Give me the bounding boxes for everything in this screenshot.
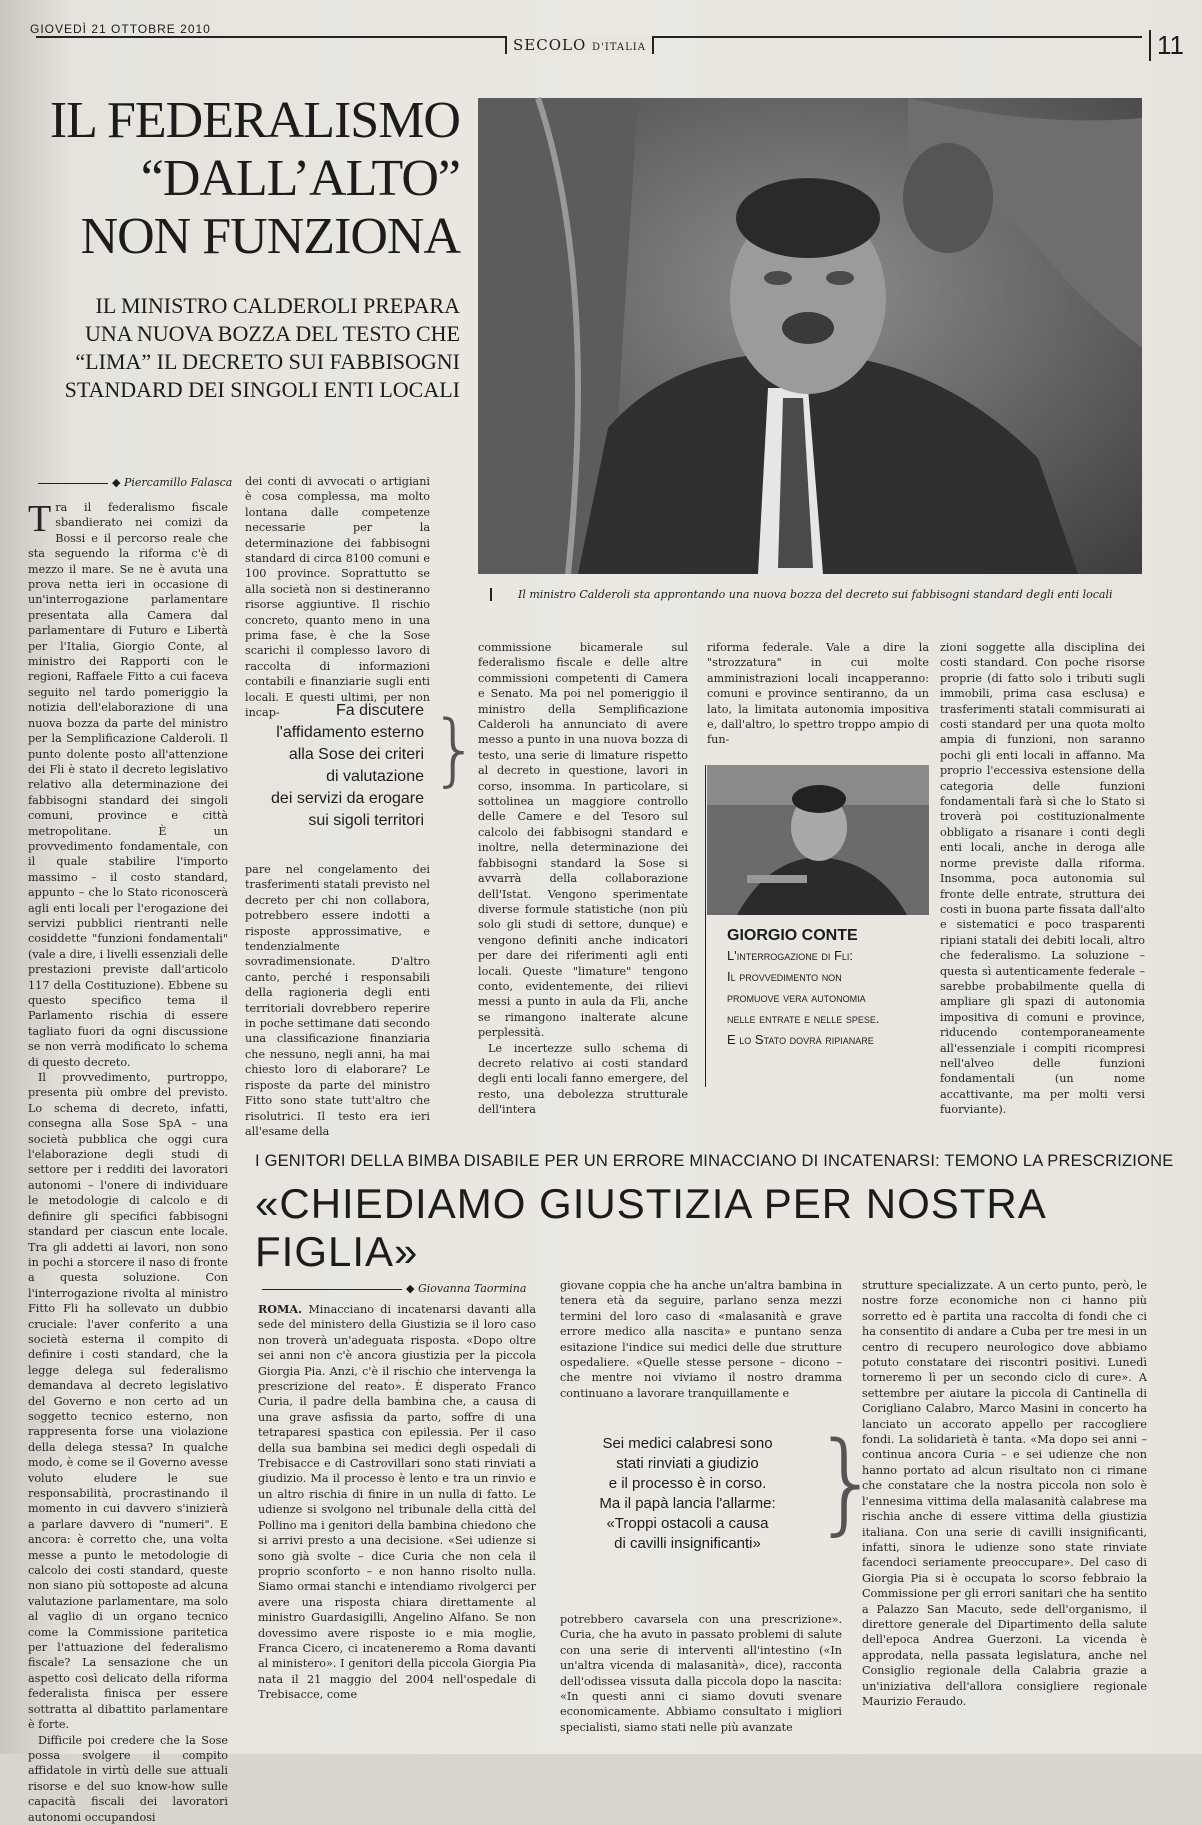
article-text: zioni soggette alla disciplina dei costi standard. Con poche risorse proprie (di fatto solo i tributi sugli immobili, prima casa esclusa) e trasferimenti statali commisurati ai costi standard per una quota molto ampia di funzioni, non saranno pochi gli enti locali in affanno. Ma proprio l'eccessiva estensione della categoria delle funzioni fondamentali farà sì che lo Stato si troverà poi costituzionalmente obbligato a risanare i conti degli enti locali, anche in deroga alle norme previste dalla riforma. Insomma, poca autonomia sul fronte delle entrate, struttura dei costi in buona parte fissata dall'alto e sistematici e poco trasparenti ripiani statali dei debiti locali, altro che federalismo. La soluzione – questa sì autenticamente federale – sarebbe probabilmente quella di ampliare gli spazi di autonomia impositiva di comuni e province, riducendo contemporaneamente all'essenziale i compiti ricompresi nell'alveo delle funzioni fondamentali (un nome accattivante, ma per molti versi fuorviante). bbox=[940, 641, 1145, 1117]
header-date: GIOVEDÌ 21 OTTOBRE 2010 bbox=[30, 22, 211, 36]
byline-author: Giovanna Taormina bbox=[417, 1282, 527, 1295]
main-photo bbox=[478, 98, 1142, 574]
sidebar-line: L'interrogazione di Fli: bbox=[727, 948, 853, 963]
pull-quote bbox=[240, 700, 424, 832]
article-text: giovane coppia che ha anche un'altra bambina in tenera età da seguire, parlano senza mezzi termini del loro caso di «malasanità e grave errore medico alla nascita» e puntano senza esitazione l'indice sui medici delle due strutture ospedaliere. «Quelle stesse persone – dicono – che mentre noi viviamo il nostro dramma continuano a lavorare tranquillamente e bbox=[560, 1279, 842, 1400]
article2-title: «CHIEDIAMO GIUSTIZIA PER NOSTRA FIGLIA» bbox=[255, 1180, 1045, 1275]
article-byline: ◆ Piercamillo Falasca bbox=[38, 476, 232, 489]
article-text: ra il federalismo fiscale sbandierato nei comizi da Bossi e il percorso reale che sta seguendo la riforma c'è di mezzo il mare. Se ne è avuta una prova netta ieri in occasione di un'interrogazione parlamentare presentata alla Camera dal parlamentare di Futuro e Libertà per l'Italia, Giorgio Conte, al ministro dei Rapporti con le regioni, Raffaele Fitto a cui faceva seguito nel tardo pomeriggio la notizia dell'elaborazione di una nuova bozza da parte del ministro per la Semplificazione Calderoli. Il punto dolente posto all'attenzione dei Fli è stato il decreto legislativo relativo alla determinazione dei fabbisogni standard dei singoli comuni, province e città metropolitane. È un provvedimento fondamentale, con il quale stabilire l'importo massimo – il costo standard, appunto – che lo Stato riconoscerà agli enti locali per l'erogazione dei servizi pubblici rientranti nelle cosiddette "funzioni fondamentali" (vale a dire, i livelli essenziali delle prestazioni previste dall'articolo 117 della Costituzione). Ebbene su questo specifico tema il Parlamento rischia di essere tagliato fuori da ogni discussione se non verrà modificato lo schema di questo decreto. bbox=[28, 501, 228, 1069]
masthead-suffix: D'ITALIA bbox=[592, 42, 646, 53]
article2-column bbox=[258, 1302, 536, 1738]
subhead-line: UNA NUOVA BOZZA DEL TESTO CHE bbox=[84, 321, 460, 346]
article-column bbox=[245, 862, 430, 1138]
byline-author: Piercamillo Falasca bbox=[123, 476, 233, 489]
article2-pull-quote bbox=[560, 1434, 815, 1554]
photo-caption: Il ministro Calderoli sta approntando una nuova bozza del decreto sui fabbisogni standard degli enti locali bbox=[490, 588, 1168, 601]
pull-quote-line: l'affidamento esterno bbox=[276, 724, 424, 741]
article-text: Il provvedimento, purtroppo, presenta più ombre del previsto. Lo schema di decreto, infatti, consegna alla Sose SpA – una società pubblica che oggi cura l'elaborazione degli studi di settore per i redditi dei lavoratori autonomi – l'onere di individuare le metodologie di calcolo e di definire gli specifici fabbisogni standard per ciascun ente locale. Tra gli addetti ai lavori, non sono in pochi a storcere il naso di fronte a questa soluzione. Con l'interrogazione rivolta al ministro Fitto Fli ha sollevato un dubbio cruciale: l'aver conferito a una società esterna il compito di definire i costi standard, che la legge delega sul federalismo demandava al decreto legislativo del Governo e non certo ad un soggetto tecnico esterno, non rappresenta forse una violazione della delega stessa? In qualche modo, è come se il Governo avesse voluto eludere le sue responsabilità, procrastinando il momento in cui davvero s'inizierà a parlare davvero di "numeri". E ancora: è corretto che, una volta messe a punto le metodologie di calcolo dei costi standard, queste non siano più sottoposte ad alcuna valutazione parlamentare, ma solo al vaglio di un organo tecnico come la Commissione paritetica per l'attuazione del federalismo fiscale? La sensazione che un aspetto così delicato della riforma federalista finisca per essere sottratta al dibattito parlamentare è forte. bbox=[28, 1071, 228, 1732]
article2-kicker: I GENITORI DELLA BIMBA DISABILE PER UN ERRORE MINACCIANO DI INCATENARSI: TEMONO LA PRESCRIZIONE bbox=[255, 1152, 1174, 1170]
sidebar-line: nelle entrate e nelle spese. bbox=[727, 1011, 880, 1026]
pull-quote-line: alla Sose dei criteri bbox=[288, 746, 424, 763]
sidebar-text bbox=[727, 945, 929, 1050]
conte-photo-illustration bbox=[707, 765, 929, 915]
page-number: 11 bbox=[1149, 30, 1184, 61]
pull-quote-line: e il processo è in corso. bbox=[608, 1475, 767, 1492]
subhead-line: STANDARD DEI SINGOLI ENTI LOCALI bbox=[64, 377, 460, 402]
pull-quote-line: Sei medici calabresi sono bbox=[602, 1435, 773, 1452]
article-text: Le incertezze sullo schema di decreto relativo ai costi standard degli enti locali fanno emergere, del resto, una debolezza strutturale dell'intera bbox=[478, 1041, 688, 1117]
pull-quote-line: dei servizi da erogare bbox=[271, 790, 424, 807]
pull-quote-line: «Troppi ostacoli a causa bbox=[606, 1515, 769, 1532]
pull-quote-line: di valutazione bbox=[326, 768, 424, 785]
byline-rule bbox=[38, 483, 108, 484]
article-text: Minacciano di incatenarsi davanti alla sede del ministero della Giustizia se il loro caso non troverà un'adeguata risposta. «Dopo oltre sei anni non c'è ancora giustizia per la piccola Giorgia Pia. Anzi, c'è il rischio che intervenga la prescrizione del reato». È disperato Franco Curia, il padre della bambina che, a causa di una grave asfissia da parto, soffre di una tetraparesi spastica con epilessia. Per il caso della sua bambina sei medici degli ospedali di Trebisacce e di Castrovillari sono stati rinviati a giudizio. Ma il processo è lento e tra un rinvio e un altro rischia di finire in un nulla di fatto. Le udienze si svolgono nel tribunale della città del Pollino ma i genitori della bambina chiedono che si arrivi presto a una decisione. «Sei udienze si sono già svolte – dice Curia che non cela il proprio sconforto – e non hanno risolto nulla. Siamo ormai stanchi e intendiamo rivolgerci per avere una risposta chiara direttamente al ministro Guardasigilli, Angelino Alfano. Se non dovessimo avere risposte io e mia moglie, Franca Cicero, ci incateneremo a Roma davanti al ministero». I genitori della piccola Giorgia Pia nata il 21 maggio del 2004 nell'ospedale di Trebisacce, come bbox=[258, 1303, 536, 1702]
article-text: Difficile poi credere che la Sose possa svolgere il compito affidatole in virtù delle sue attuali risorse e del suo know-how sulle capacità fiscali dei lavoratori autonomi occupandosi bbox=[28, 1733, 228, 1824]
conte-photo bbox=[707, 765, 929, 915]
pull-quote-line: sui sigoli territori bbox=[308, 812, 424, 829]
masthead-name: SECOLO bbox=[513, 36, 587, 54]
subhead-line: IL MINISTRO CALDEROLI PREPARA bbox=[95, 293, 460, 318]
article2-column bbox=[560, 1278, 842, 1408]
sidebar-line: E lo Stato dovrà ripianare bbox=[727, 1032, 874, 1047]
subhead-line: “LIMA” IL DECRETO SUI FABBISOGNI bbox=[75, 349, 460, 374]
pull-quote-brace: } bbox=[812, 1418, 882, 1546]
article-column bbox=[707, 640, 929, 755]
article-text: strutture specializzate. A un certo punto, però, le nostre forze economiche non ci hanno più sorretto ed è partita una raccolta di fondi che ci ha consentito di andare a Cuba per tre mesi in un centro di recupero neurologico dove abbiamo potuto constatare dei riscontri positivi. Lunedì torneremo lì per un secondo ciclo di cure». A settembre per aiutare la piccola di Cantinella di Corigliano Calabro, Marco Masini in concerto ha lanciato un accorato appello per raccogliere fondi. La solidarietà è tanta. «Ma dopo sei anni – continua ancora Curia – e sei udienze che non hanno portato ad alcun risultato non ci rimane che constatare che la nostra piccola non solo è l'ennesima vittima della malasanità calabrese ma rischia anche di essere vittima della giustizia italiana. Con una serie di cavilli insignificanti, infatti, sinora le udienze sono state rinviate facendoci seriamente preoccupare». Del caso di Giorgia Pia si è occupata lo scorso febbraio la Commissione per gli errori sanitari che ha sentito a Palazzo San Macuto, sede dell'organismo, il direttore generale del Dipartimento della salute dell'epoca Andrea Guerzoni. La vicenda è approdata, nella passata legislatura, anche nel Consiglio regionale della Calabria grazie a un'iniziativa dell'allora consigliere regionale Maurizio Feraudo. bbox=[862, 1279, 1147, 1708]
sidebar-box bbox=[707, 765, 929, 1075]
article2-column bbox=[560, 1612, 842, 1738]
article-column bbox=[940, 640, 1145, 1117]
minister-photo-illustration bbox=[478, 98, 1142, 574]
article-column bbox=[478, 640, 688, 1117]
masthead bbox=[505, 36, 654, 54]
article-text: pare nel congelamento dei trasferimenti statali previsto nel decreto per chi non collabora, potrebbero essere indotti a risposte approssimative, e tendenzialmente sovradimensionate. D'altro canto, perché i responsabili della ragioneria degli enti territoriali dovrebbero reperire in poche settimane dati secondo una classificazione finanziaria che nessuno, negli anni, ha mai chiesto loro di elaborare? Le risposte da parte del ministro Fitto sono state tutt'altro che risolutrici. Il testo era ieri all'esame della bbox=[245, 863, 430, 1138]
article-subhead bbox=[30, 292, 460, 404]
headline-line: “DALL’ALTO” bbox=[140, 150, 460, 207]
article-headline bbox=[20, 92, 460, 266]
pull-quote-line: stati rinviati a giudizio bbox=[616, 1455, 759, 1472]
pull-quote-brace: } bbox=[430, 705, 480, 795]
article2-byline: ◆ Giovanna Taormina bbox=[262, 1282, 526, 1295]
article-text: riforma federale. Vale a dire la "strozzatura" in cui molte amministrazioni locali incapperanno: comuni e province sentiranno, da un lato, la limitata autonomia impositiva e, dall'altro, lo spettro troppo ampio di fun- bbox=[707, 641, 929, 747]
byline-rule bbox=[262, 1289, 402, 1290]
article-text: potrebbero cavarsela con una prescrizione». Curia, che ha avuto in passato problemi di salute con una serie di interventi all'intestino («In un'altra vicenda di malasanità», dice), racconta dell'odissea vissuta dalla piccola dopo la nascita: «In questi anni ci siamo dovuti svenare economicamente. Abbiamo consultato i migliori specialisti, siamo stati nelle più avanzate bbox=[560, 1613, 842, 1734]
article-column bbox=[28, 498, 228, 1824]
sidebar-line: promuove vera autonomia bbox=[727, 990, 866, 1005]
headline-line: IL FEDERALISMO bbox=[49, 92, 460, 149]
article2-column bbox=[862, 1278, 1147, 1738]
article-text: dei conti di avvocati o artigiani è cosa complessa, ma molto lontana dalle competenze necessarie per la determinazione dei fabbisogni standard di circa 8100 comuni e 100 province. Soprattutto se alla società non si destineranno risorse aggiuntive. Il rischio concreto, quanto meno in una prima fase, è che la Sose scarichi il complesso lavoro di raccolta di informazioni contabili e finanziarie sugli enti locali. E questi ultimi, per non incap- bbox=[245, 475, 430, 720]
article-text: commissione bicamerale sul federalismo fiscale e delle altre commissioni competenti di Camera e Senato. Ma poi nel pomeriggio il ministro della Semplificazione Calderoli ha annunciato di avere messo a punto in una nuova bozza di testo, una serie di limature rispetto al decreto in questione, lavori in corso, insomma. In particolare, si sottolinea un maggiore controllo delle Camere e del Tesoro sul calcolo dei fabbisogni standard e inoltre, nella determinazione dei fabbisogni standard la Sose si avvarrà della collaborazione dell'Istat. Vengono sperimentate diverse formule statistiche (non più solo gli studi di settore, dunque) e vengono definiti anche indicatori per dare dei riferimenti agli enti locali. Queste "limature" tengono conto, evidentemente, dei rilievi messi a punto in aula da Fli, anche se rimangono inalterate alcune perplessità. bbox=[478, 641, 688, 1040]
sidebar-name: GIORGIO CONTE bbox=[727, 927, 858, 944]
headline-line: NON FUNZIONA bbox=[80, 208, 460, 265]
pull-quote-line: di cavilli insignificanti» bbox=[614, 1535, 761, 1552]
pull-quote-line: Ma il papà lancia l'allarme: bbox=[599, 1495, 776, 1512]
dateline: ROMA. bbox=[258, 1302, 303, 1316]
sidebar-rule bbox=[705, 765, 706, 1087]
drop-cap: T bbox=[28, 498, 52, 540]
pull-quote-line: Fa discutere bbox=[335, 702, 424, 719]
sidebar-line: Il provvedimento non bbox=[727, 969, 842, 984]
